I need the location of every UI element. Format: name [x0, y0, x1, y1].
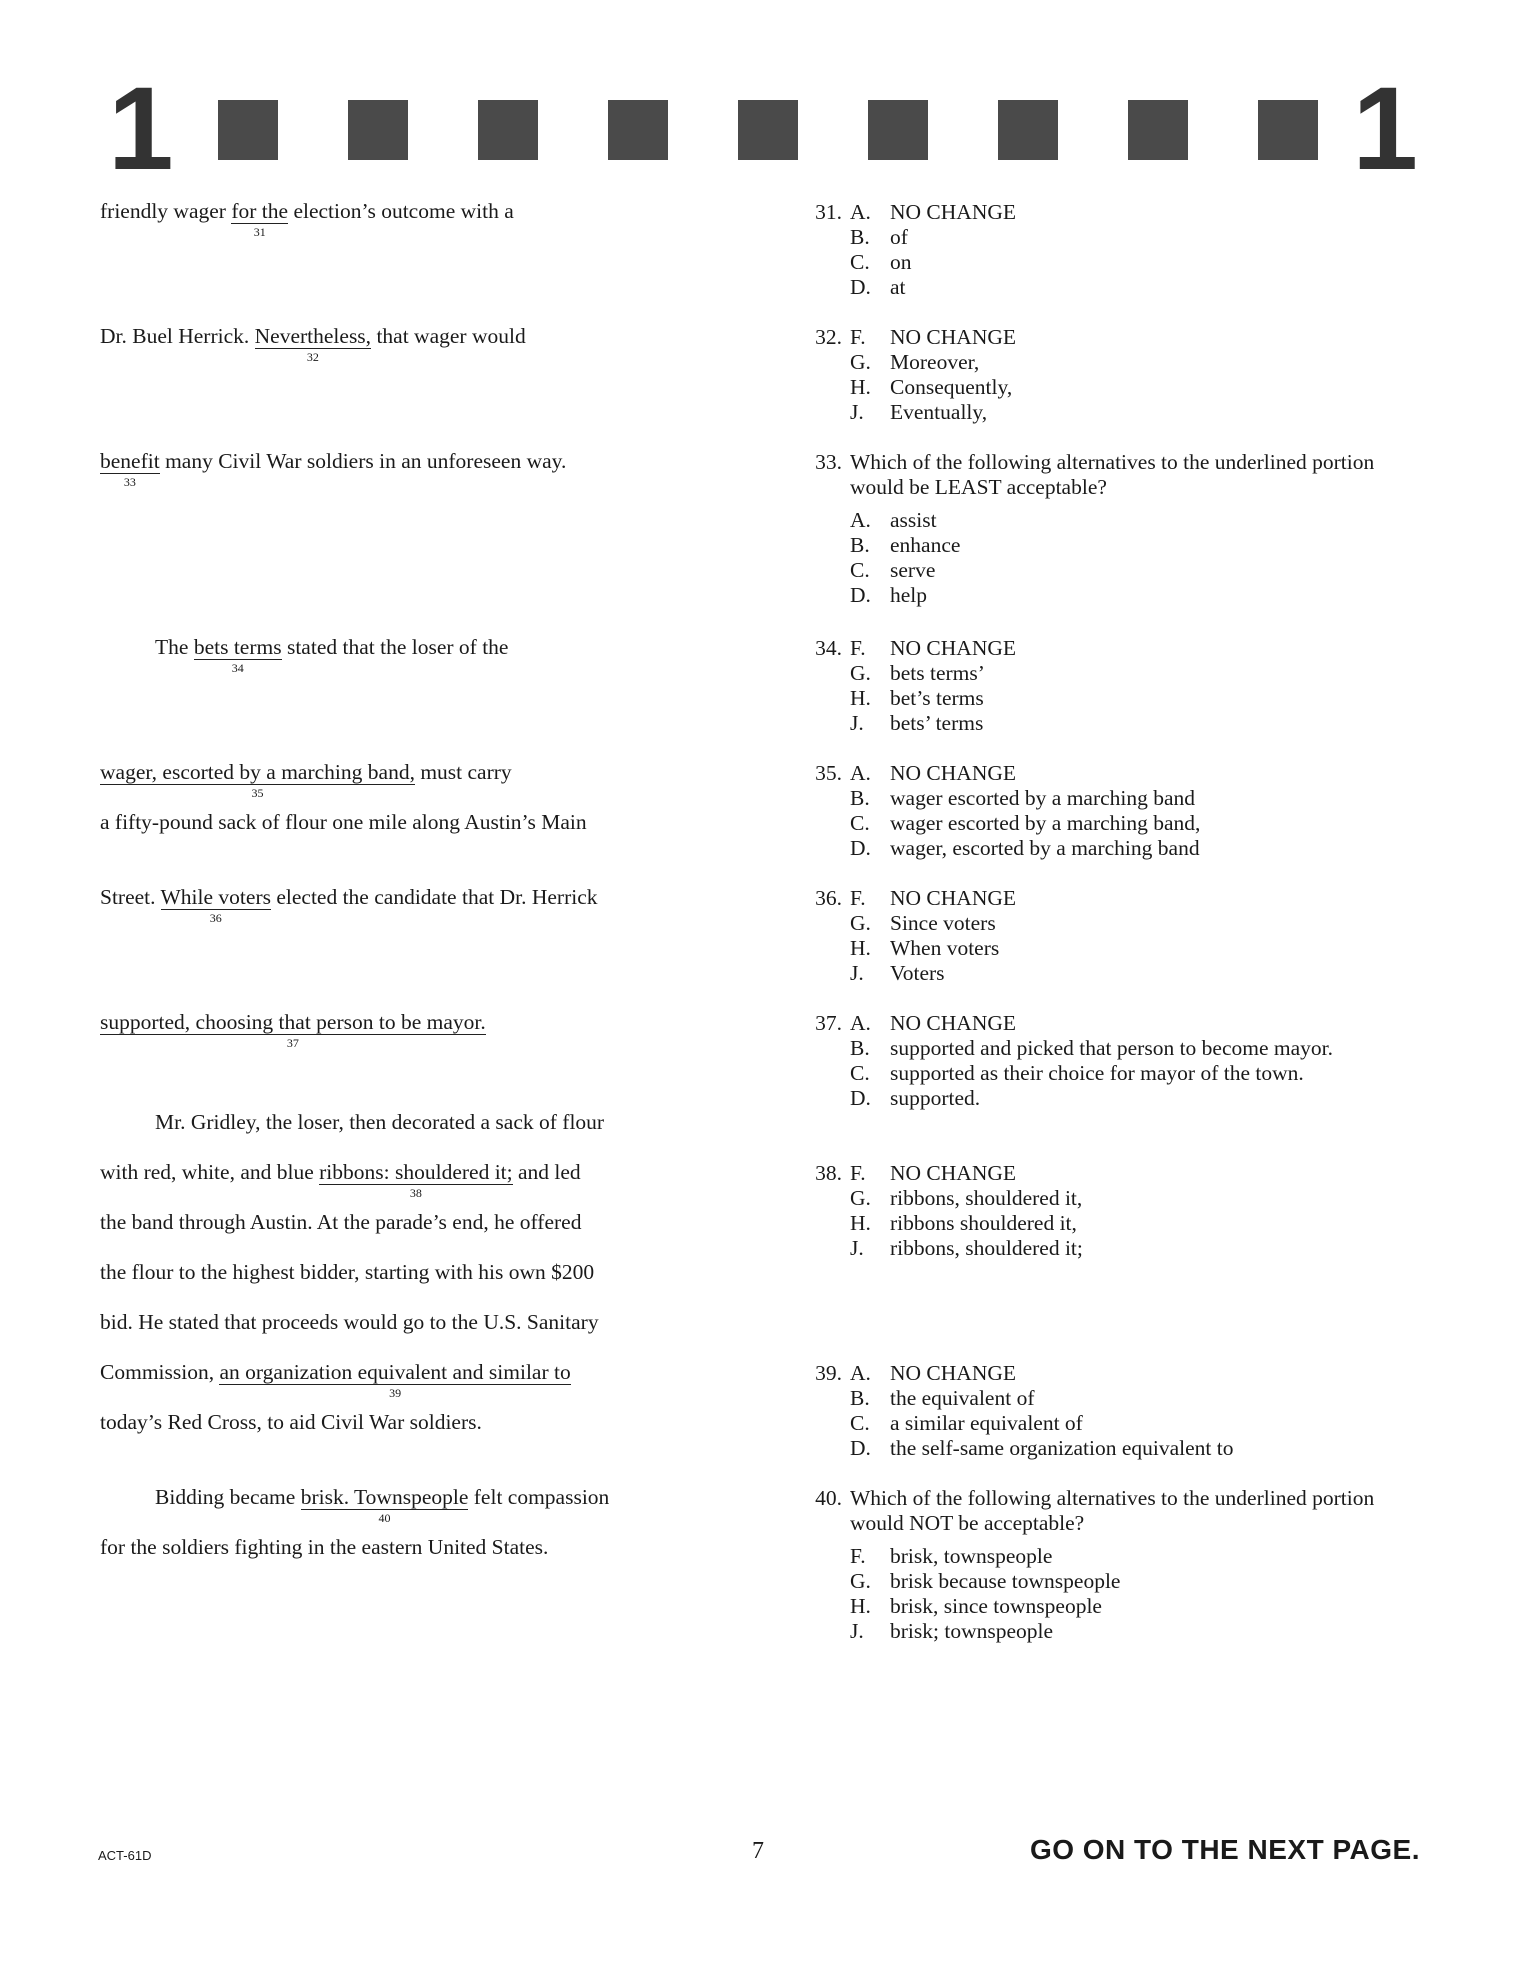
underline-number: 34 — [231, 661, 244, 675]
passage-line: the band through Austin. At the parade’s end, he offered — [100, 1210, 582, 1234]
answer-option[interactable]: G. Moreover, — [850, 350, 980, 374]
answer-option[interactable]: A. assist — [850, 508, 937, 532]
question-34 — [790, 636, 1430, 736]
underlined-portion-32[interactable]: Nevertheless, 32 — [254, 324, 372, 364]
answer-option[interactable]: F. brisk, townspeople — [850, 1544, 1053, 1568]
underline-number: 37 — [286, 1036, 299, 1050]
question-number: 35. — [815, 761, 842, 785]
header-square — [738, 100, 798, 160]
answer-option[interactable]: J. brisk; townspeople — [850, 1619, 1054, 1643]
underline-number: 38 — [409, 1186, 422, 1200]
underlined-portion-40[interactable]: brisk. Townspeople 40 — [300, 1485, 469, 1525]
header-square — [478, 100, 538, 160]
header-square — [868, 100, 928, 160]
go-on-notice: GO ON TO THE NEXT PAGE. — [1029, 1834, 1420, 1865]
answer-option[interactable]: C. on — [850, 250, 912, 274]
answer-option[interactable]: G. brisk because townspeople — [850, 1569, 1121, 1593]
answer-option[interactable]: D. wager, escorted by a marching band — [850, 836, 1200, 860]
answer-option[interactable]: A. NO CHANGE — [850, 200, 1017, 224]
answer-option[interactable]: J. Voters — [850, 961, 945, 985]
passage-text: and led — [512, 1160, 581, 1184]
answer-option[interactable]: H. Consequently, — [850, 375, 1013, 399]
answer-option[interactable]: B. the equivalent of — [850, 1386, 1035, 1410]
question-stem: Which of the following alternatives to the underlined portion would be LEAST acceptable? — [850, 450, 1375, 499]
header-square — [218, 100, 278, 160]
answer-option[interactable]: A. NO CHANGE — [850, 1361, 1017, 1385]
question-stem: Which of the following alternatives to the underlined portion would NOT be acceptable? — [850, 1486, 1375, 1535]
section-number-right: 1 — [1352, 63, 1418, 195]
question-number: 32. — [815, 325, 842, 349]
passage-line: today’s Red Cross, to aid Civil War soldiers. — [100, 1410, 482, 1434]
answer-option[interactable]: A. NO CHANGE — [850, 1011, 1017, 1035]
passage-line — [100, 1009, 486, 1050]
answer-option[interactable]: G. Since voters — [850, 911, 996, 935]
passage-line — [100, 1359, 571, 1400]
answer-option[interactable]: H. ribbons shouldered it, — [850, 1211, 1077, 1235]
passage-line — [100, 634, 509, 675]
question-number: 38. — [815, 1161, 842, 1185]
answer-option[interactable]: J. Eventually, — [850, 400, 988, 424]
passage-text: with red, white, and blue — [100, 1160, 320, 1184]
passage-line — [100, 759, 512, 800]
answer-option[interactable]: H. When voters — [850, 936, 1000, 960]
answer-option[interactable]: B. wager escorted by a marching band — [850, 786, 1196, 810]
underlined-portion-33[interactable]: benefit 33 — [100, 449, 160, 489]
passage-text: Bidding became — [155, 1485, 301, 1509]
passage-text: election’s outcome with a — [288, 199, 514, 223]
passage-line — [100, 884, 598, 925]
header-square — [348, 100, 408, 160]
form-code: ACT-61D — [98, 1848, 152, 1863]
section-number-left: 1 — [108, 63, 174, 195]
header-square — [1258, 100, 1318, 160]
underlined-portion-36[interactable]: While voters 36 — [160, 885, 271, 925]
underlined-portion-38[interactable]: ribbons: shouldered it; 38 — [319, 1160, 513, 1200]
question-number: 40. — [815, 1486, 842, 1510]
answer-option[interactable]: C. serve — [850, 558, 936, 582]
answer-option[interactable]: J. bets’ terms — [850, 711, 984, 735]
header-square — [608, 100, 668, 160]
question-39 — [790, 1361, 1430, 1461]
question-33 — [790, 450, 1430, 608]
passage-text: Commission, — [100, 1360, 220, 1384]
passage-line: a fifty-pound sack of flour one mile along Austin’s Main — [100, 810, 587, 834]
question-37 — [790, 1011, 1430, 1111]
passage-text: that wager would — [371, 324, 526, 348]
question-32 — [790, 325, 1430, 425]
passage-text: stated that the loser of the — [281, 635, 509, 659]
passage-line — [100, 198, 514, 239]
underlined-portion-35[interactable]: wager, escorted by a marching band, 35 — [100, 760, 415, 800]
header-square — [998, 100, 1058, 160]
passage-line — [100, 323, 526, 364]
passage-text: The — [155, 635, 194, 659]
underline-number: 33 — [123, 475, 136, 489]
underlined-portion-34[interactable]: bets terms 34 — [193, 635, 282, 675]
answer-option[interactable]: F. NO CHANGE — [850, 886, 1017, 910]
answer-option[interactable]: G. bets terms’ — [850, 661, 985, 685]
question-number: 37. — [815, 1011, 842, 1035]
answer-option[interactable]: D. help — [850, 583, 928, 607]
answer-option[interactable]: C. supported as their choice for mayor of the town. — [850, 1061, 1304, 1085]
passage-text: must carry — [414, 760, 512, 784]
passage-line: bid. He stated that proceeds would go to the U.S. Sanitary — [100, 1310, 599, 1334]
question-number: 34. — [815, 636, 842, 660]
answer-option[interactable]: D. at — [850, 275, 906, 299]
answer-option[interactable]: C. wager escorted by a marching band, — [850, 811, 1201, 835]
underline-number: 35 — [251, 786, 264, 800]
section-header — [108, 63, 1418, 195]
underlined-portion-31[interactable]: for the 31 — [231, 199, 289, 239]
passage-text: many Civil War soldiers in an unforeseen way. — [159, 449, 567, 473]
answer-option[interactable]: D. supported. — [850, 1086, 981, 1110]
answer-option[interactable]: C. a similar equivalent of — [850, 1411, 1083, 1435]
passage-line — [100, 1159, 581, 1200]
question-31 — [790, 200, 1430, 300]
passage-text: Street. — [100, 885, 161, 909]
question-number: 31. — [815, 200, 842, 224]
passage-line: for the soldiers fighting in the eastern United States. — [100, 1535, 549, 1559]
answer-option[interactable]: H. bet’s terms — [850, 686, 984, 710]
answer-option[interactable]: B. of — [850, 225, 908, 249]
underline-number: 32 — [306, 350, 319, 364]
answer-option[interactable]: A. NO CHANGE — [850, 761, 1017, 785]
answer-option[interactable]: J. ribbons, shouldered it; — [850, 1236, 1083, 1260]
question-number: 33. — [815, 450, 842, 474]
underline-number: 36 — [209, 911, 222, 925]
answer-option[interactable]: D. the self-same organization equivalent to — [850, 1436, 1234, 1460]
passage-line — [100, 1484, 610, 1525]
passage-text: felt compassion — [468, 1485, 610, 1509]
passage-line — [100, 448, 567, 489]
answer-option[interactable]: F. NO CHANGE — [850, 1161, 1017, 1185]
answer-option[interactable]: H. brisk, since townspeople — [850, 1594, 1102, 1618]
underline-number: 40 — [378, 1511, 391, 1525]
underlined-portion-37[interactable]: supported, choosing that person to be mayor. 37 — [100, 1010, 486, 1050]
passage-text: Dr. Buel Herrick. — [100, 324, 255, 348]
passage-text: friendly wager — [100, 199, 232, 223]
header-square — [1128, 100, 1188, 160]
answer-option[interactable]: B. enhance — [850, 533, 961, 557]
underline-number: 39 — [389, 1386, 402, 1400]
answer-option[interactable]: G. ribbons, shouldered it, — [850, 1186, 1083, 1210]
answer-option[interactable]: F. NO CHANGE — [850, 636, 1017, 660]
question-38 — [790, 1161, 1430, 1261]
passage-text: elected the candidate that Dr. Herrick — [270, 885, 598, 909]
question-36 — [790, 886, 1430, 986]
passage-line: the flour to the highest bidder, starting with his own $200 — [100, 1260, 595, 1284]
page-number: 7 — [752, 1838, 764, 1864]
question-number: 39. — [815, 1361, 842, 1385]
passage-line: Mr. Gridley, the loser, then decorated a sack of flour — [155, 1110, 605, 1134]
underline-number: 31 — [253, 225, 266, 239]
question-40 — [790, 1486, 1430, 1644]
underlined-portion-39[interactable]: an organization equivalent and similar to 39 — [219, 1360, 571, 1400]
answer-option[interactable]: F. NO CHANGE — [850, 325, 1017, 349]
answer-option[interactable]: B. supported and picked that person to become mayor. — [850, 1036, 1334, 1060]
question-number: 36. — [815, 886, 842, 910]
question-35 — [790, 761, 1430, 861]
